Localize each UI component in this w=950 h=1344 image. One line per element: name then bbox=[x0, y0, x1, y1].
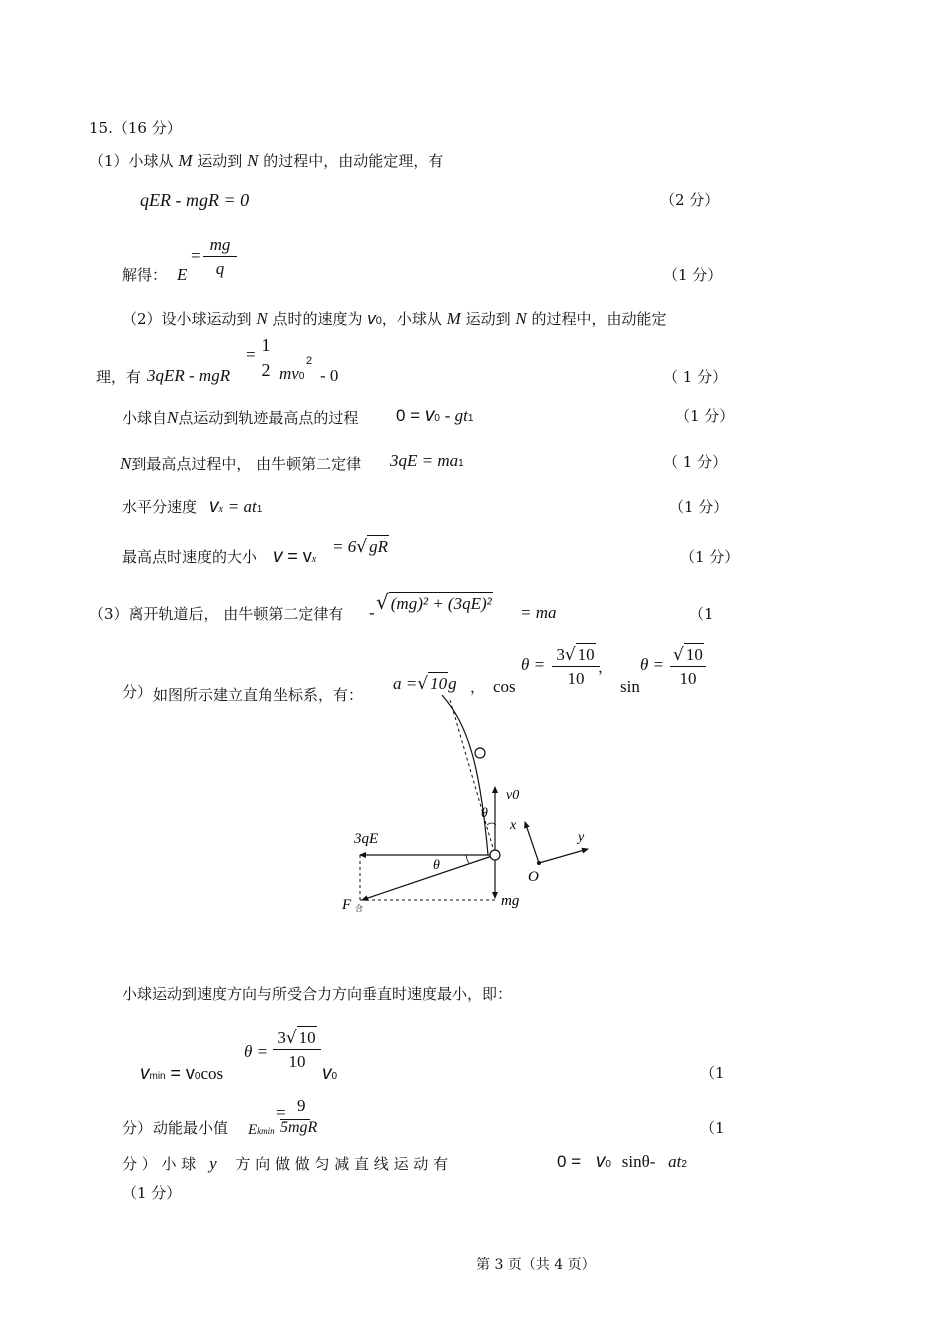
part7-text: 动能最小值 bbox=[153, 1119, 229, 1137]
label-F-sub: 合 bbox=[355, 904, 363, 913]
score-line5: （1 分） bbox=[669, 498, 729, 516]
problem-header: 15.（16 分） bbox=[89, 119, 182, 137]
label-theta-top: θ bbox=[481, 806, 488, 821]
x-axis bbox=[525, 822, 539, 863]
label-y: y bbox=[578, 830, 585, 845]
part3-minus: - bbox=[369, 603, 375, 622]
line3-text: 小球自N点运动到轨迹最高点的过程 bbox=[122, 408, 359, 427]
line5-text: 水平分速度 bbox=[122, 498, 198, 516]
solution-E: E bbox=[177, 265, 188, 284]
part7-den: 5mgR bbox=[280, 1119, 318, 1136]
score-line3: （1 分） bbox=[675, 407, 735, 425]
f-net-arrow bbox=[362, 855, 495, 900]
part6-fraction: $\frac{3√ 10}{10}$ bbox=[273, 1028, 321, 1072]
score-solution: （1 分） bbox=[663, 266, 723, 284]
label-x: x bbox=[510, 818, 517, 833]
part6-v0: v0 bbox=[322, 1063, 338, 1084]
part6-vmin: vmin = v0cos bbox=[140, 1063, 224, 1084]
part7-equals: = bbox=[276, 1103, 286, 1122]
line4-equation: 3qE = ma1 bbox=[390, 451, 464, 470]
part2-line2-label: 理，有 bbox=[96, 368, 142, 386]
part2-mv: mv0 bbox=[279, 364, 305, 383]
part2-minus0: - 0 bbox=[320, 366, 339, 385]
force-diagram bbox=[330, 695, 610, 925]
score-line6: （1 分） bbox=[680, 548, 740, 566]
label-F: F bbox=[342, 897, 352, 913]
line5-equation: vx = at1 bbox=[209, 496, 263, 517]
part4-sin-fraction: $\frac{√ 10}{10}$ bbox=[670, 645, 706, 689]
score-line4: （ 1 分） bbox=[663, 453, 728, 471]
dashed-line bbox=[450, 700, 495, 855]
line6-equation: v = vx bbox=[273, 546, 317, 567]
part4-text: 如图所示建立直角坐标系，有： bbox=[153, 686, 364, 704]
part5-text: 小球运动到速度方向与所受合力方向垂直时速度最小，即： bbox=[122, 985, 513, 1003]
solution-label: 解得： bbox=[122, 266, 168, 284]
score-part7-open: （1 bbox=[700, 1119, 725, 1137]
part2-mv-sup: 2 bbox=[306, 355, 313, 367]
part3-eq: = ma bbox=[520, 603, 557, 622]
part4-theta2: θ = bbox=[640, 655, 665, 674]
label-mg: mg bbox=[501, 893, 520, 909]
equation-1: qER - mgR = 0 bbox=[140, 190, 250, 210]
label-theta-mid: θ bbox=[433, 858, 440, 873]
ball-top bbox=[475, 748, 485, 758]
ball-N bbox=[490, 850, 500, 860]
score-part6-open: （1 bbox=[700, 1064, 725, 1082]
line3-equation: 0 = v0 - gt1 bbox=[396, 405, 474, 426]
part2-eq-left: 3qER - mgR bbox=[147, 366, 231, 385]
score-part2: （ 1 分） bbox=[663, 368, 728, 386]
part4-comma2: ， bbox=[598, 658, 614, 676]
part7-E: Ekmin bbox=[248, 1122, 275, 1138]
part4-comma1: ， bbox=[470, 678, 486, 696]
part4-theta1: θ = bbox=[521, 655, 546, 674]
part4-score-close: 分） bbox=[122, 683, 153, 701]
part4-a-eq: a =√ 10g bbox=[393, 674, 457, 694]
page-footer: 第 3 页（共 4 页） bbox=[476, 1257, 596, 1273]
label-v0: v0 bbox=[506, 788, 520, 803]
trajectory-curve bbox=[442, 695, 488, 855]
part2-half: 1 2 bbox=[261, 335, 271, 380]
part1-intro: （1）小球从 M 运动到 N 的过程中，由动能定理，有 bbox=[89, 151, 444, 170]
solution-fraction: $\frac{mg}{q}$ bbox=[203, 235, 237, 279]
part6-theta: θ = bbox=[244, 1042, 269, 1061]
line6-text: 最高点时速度的大小 bbox=[122, 548, 258, 566]
part3-radical: √ (mg)² + (3qE)² bbox=[376, 590, 492, 614]
part8-equation: 0 = v0 sinθ- at2 bbox=[557, 1151, 687, 1172]
y-axis bbox=[539, 849, 588, 863]
part9-score: （1 分） bbox=[122, 1184, 182, 1202]
part4-cos: cos bbox=[493, 677, 516, 696]
line4-text: N到最高点过程中， 由牛顿第二定律 bbox=[120, 454, 362, 473]
solution-equals: = bbox=[191, 246, 201, 265]
part2-line1: （2）设小球运动到 N 点时的速度为 v0，小球从 M 运动到 N 的过程中，由动能定 bbox=[122, 309, 667, 328]
part7-num: 9 bbox=[297, 1096, 306, 1115]
part4-cos-fraction: $\frac{3√ 10}{10}$ bbox=[552, 645, 600, 689]
label-3qE: 3qE bbox=[354, 831, 379, 847]
part7-score-close: 分） bbox=[122, 1119, 153, 1137]
score-part3-open: （1 bbox=[689, 605, 714, 623]
line6-result: = 6√ gR bbox=[332, 537, 388, 557]
part2-eq-sign: = bbox=[246, 345, 256, 364]
score-eq1: （2 分） bbox=[660, 191, 720, 209]
label-O: O bbox=[528, 869, 539, 885]
part8-text: 分 ） 小 球 y 方 向 做 做 匀 减 直 线 运 动 有 bbox=[122, 1154, 449, 1173]
part4-sin: sin bbox=[620, 677, 640, 696]
part3-text: （3）离开轨道后， 由牛顿第二定律有 bbox=[89, 605, 344, 623]
